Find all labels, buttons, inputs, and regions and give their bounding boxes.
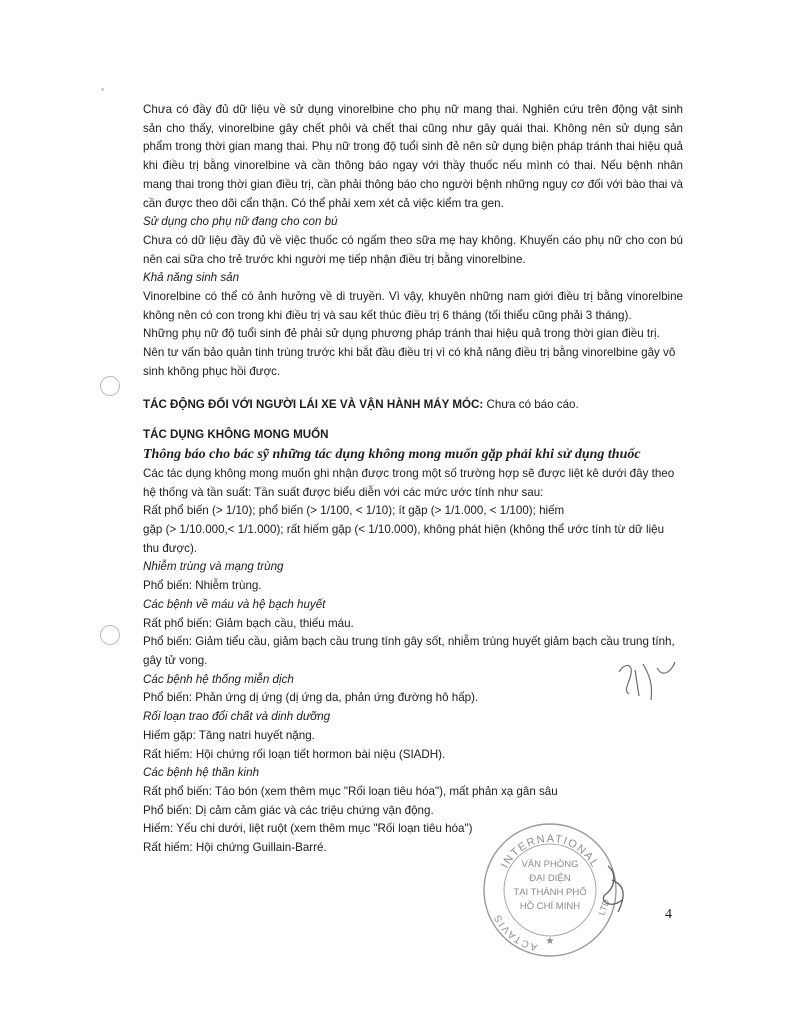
- item-nervous-4: Rất hiếm: Hội chứng Guillain-Barré.: [143, 841, 327, 855]
- item-metabolism-2: Rất hiếm: Hội chứng rối loạn tiết hormon bài niệu (SIADH).: [143, 747, 446, 761]
- stamp-star: ★: [545, 936, 555, 947]
- stamp-line-4: HỒ CHÍ MINH: [519, 901, 581, 912]
- adverse-subheading: Thông báo cho bác sỹ những tác dụng không mong muốn gặp phải khi sử dụng thuốc: [143, 446, 641, 462]
- stamp-line-1: VĂN PHÒNG: [521, 859, 579, 870]
- item-nervous-2: Phổ biến: Dị cảm cảm giác và các triệu chứng vận động.: [143, 803, 434, 817]
- paragraph-frequency-intro: Các tác dụng không mong muốn ghi nhận được trong một số trường hợp sẽ được liệt kê dưới đây theo hệ thống và tần suất: Tần suất được biểu diễn với các mức ước tính như sau:: [143, 466, 675, 499]
- heading-nervous: Các bệnh hệ thần kinh: [143, 766, 260, 780]
- heading-metabolism: Rối loạn trao đổi chất và dinh dưỡng: [143, 710, 331, 724]
- adverse-heading: TÁC DỤNG KHÔNG MONG MUỐN: [143, 428, 329, 442]
- heading-fertility: Khả năng sinh sản: [143, 271, 240, 285]
- document-body: [143, 101, 683, 858]
- page-number: 4: [665, 907, 672, 922]
- punch-hole-upper: [100, 376, 120, 396]
- signature-mark-top: [605, 650, 685, 710]
- stamp-line-3: TẠI THÀNH PHỐ: [513, 887, 587, 898]
- heading-blood: Các bệnh về máu và hệ bạch huyết: [143, 597, 326, 611]
- item-infections-1: Phổ biến: Nhiễm trùng.: [143, 579, 262, 593]
- item-nervous-3: Hiếm: Yếu chi dưới, liệt ruột (xem thêm mục "Rối loạn tiêu hóa"): [143, 822, 473, 836]
- heading-infections: Nhiễm trùng và mạng trùng: [143, 560, 284, 574]
- item-nervous-1: Rất phổ biến: Táo bón (xem thêm mục "Rối loạn tiêu hóa"), mất phản xạ gân sâu: [143, 784, 558, 798]
- stamp-ring-top: INTERNATIONAL: [498, 832, 601, 871]
- paragraph-frequency-1: Rất phổ biến (> 1/10); phổ biến (> 1/100, < 1/10); ít gặp (> 1/1.000, < 1/100); hiếm: [143, 504, 565, 518]
- stamp-line-2: ĐẠI DIỆN: [529, 873, 571, 884]
- paragraph-pregnancy: Chưa có đầy đủ dữ liệu về sử dụng vinorelbine cho phụ nữ mang thai. Nghiên cứu trên động vật sinh sản cho thấy, vinorelbine gây chết phôi và chết thai cũng như gây quái thai. Không nên sử dụng sản phẩm trong thời gian mang thai. Phụ nữ trong độ tuổi sinh đẻ nên sử dụng biện pháp tránh thai hiệu quả khi điều trị bằng vinorelbine và cần thông báo ngay với thầy thuốc nếu mình có thai. Nếu bệnh nhân mang thai trong thời gian điều trị, cần phải thông báo cho người bệnh những nguy cơ đối với bào thai và cần được theo dõi cẩn thận. Có thể phải xem xét cả việc kiểm tra gen.: [143, 103, 683, 210]
- paragraph-frequency-2: gặp (> 1/10.000,< 1/1.000); rất hiếm gặp (< 1/10.000), không phát hiện (không thể ước tính từ dữ liệu thu được).: [143, 523, 665, 555]
- driving-section: [143, 396, 683, 415]
- heading-immune: Các bệnh hệ thống miễn dịch: [143, 672, 294, 686]
- stamp-ring-left: ACTAVIS: [491, 911, 539, 953]
- scan-speck: [101, 88, 104, 91]
- signature-mark-bottom: [588, 860, 638, 920]
- paragraph-breastfeeding: Chưa có dữ liệu đầy đủ về việc thuốc có ngấm theo sữa mẹ hay không. Khuyến cáo phụ nữ cho con bú nên cai sữa cho trẻ trước khi người mẹ tiếp nhận điều trị bằng vinorelbine.: [143, 233, 683, 266]
- heading-breastfeeding: Sử dụng cho phụ nữ đang cho con bú: [143, 215, 338, 229]
- item-blood-1: Rất phổ biến: Giảm bạch cầu, thiếu máu.: [143, 616, 354, 630]
- item-immune-1: Phổ biến: Phản ứng dị ứng (dị ứng da, phản ứng đường hô hấp).: [143, 691, 479, 705]
- paragraph-fertility-3: Nên tư vấn bảo quản tinh trùng trước khi bắt đầu điều trị vì có khả năng điều trị bằng vinorelbine gây vô sinh không phục hồi được.: [143, 346, 676, 378]
- driving-label: TÁC ĐỘNG ĐỐI VỚI NGƯỜI LÁI XE VÀ VẬN HÀNH MÁY MÓC:: [143, 397, 484, 411]
- punch-hole-lower: [100, 625, 120, 645]
- paragraph-fertility-2: Những phụ nữ độ tuổi sinh đẻ phải sử dụng phương pháp tránh thai hiệu quả trong thời gian điều trị.: [143, 327, 660, 341]
- item-metabolism-1: Hiếm gặp: Tăng natri huyết nặng.: [143, 728, 315, 742]
- driving-text: Chưa có báo cáo.: [483, 397, 579, 411]
- paragraph-fertility-1: Vinorelbine có thể có ảnh hưởng về di truyền. Vì vậy, khuyên những nam giới điều trị bằng vinorelbine không nên có con trong khi điều trị và sau kết thúc điều trị 6 tháng (tối thiểu cũng phải 3 tháng).: [143, 290, 683, 322]
- item-blood-2: Phổ biến: Giảm tiểu cầu, giảm bạch cầu trung tính gây sốt, nhiễm trùng huyết giảm bạch cầu trung tính, gây tử vong.: [143, 635, 675, 667]
- stamp-ring-right: LTD: [596, 897, 612, 917]
